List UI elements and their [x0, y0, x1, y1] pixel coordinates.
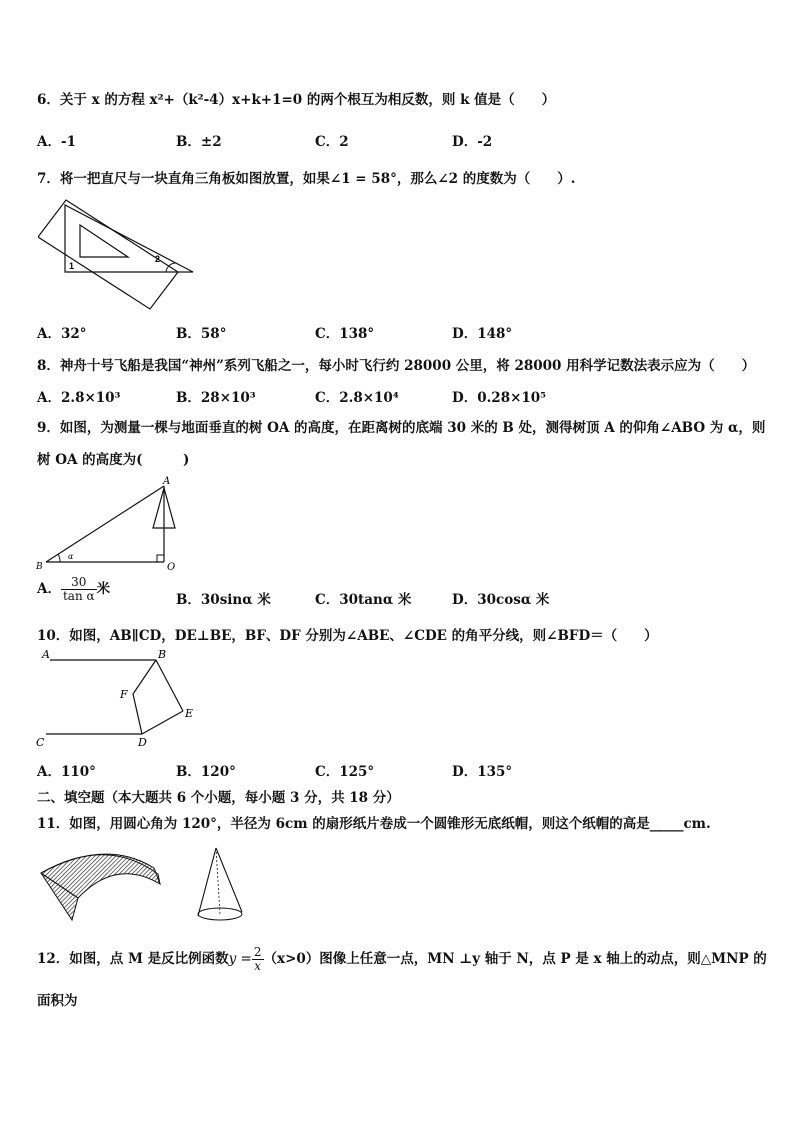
triangle-inner — [80, 225, 128, 257]
q6-option-c: C．2 — [315, 134, 349, 150]
q9-label-alpha: α — [68, 552, 74, 561]
q6-option-b: B．±2 — [176, 134, 222, 150]
q9-option-b: B．30sinα 米 — [176, 592, 271, 608]
q10-label-a: A — [42, 648, 50, 661]
triangle-outer — [65, 205, 193, 272]
q10-parallel-lines-figure — [36, 644, 206, 754]
q10-label-b: B — [158, 648, 167, 661]
q7-ruler-triangle-figure — [38, 197, 198, 312]
q8-option-d: D．0.28×10⁵ — [452, 390, 547, 406]
q10-stem: 10．如图，AB∥CD，DE⊥BE，BF、DF 分别为∠ABE、∠CDE 的角平分线，则∠BFD＝（ ） — [37, 628, 658, 644]
q10-label-f: F — [120, 688, 128, 701]
q7-option-d: D．148° — [452, 326, 513, 342]
q7-option-a: A．32° — [37, 326, 87, 342]
q7-angle-1-label: 1 — [69, 261, 75, 271]
section-2-heading: 二、填空题（本大题共 6 个小题，每小题 3 分，共 18 分） — [37, 790, 400, 806]
q10-option-c: C．125° — [315, 764, 375, 780]
q7-stem: 7．将一把直尺与一块直角三角板如图放置，如果∠1 = 58°，那么∠2 的度数为（ ）. — [37, 171, 576, 187]
q8-option-c: C．2.8×10⁴ — [315, 390, 399, 406]
q9-option-a: A． $\frac{30}{\text{tan α}}$ 米 — [37, 575, 111, 603]
q6-option-a: A．-1 — [37, 134, 76, 150]
q11-sector-cone-figure — [36, 838, 256, 928]
q9-option-c: C．30tanα 米 — [315, 592, 412, 608]
q9-stem-line2: 树 OA 的高度为( ) — [37, 452, 190, 468]
q10-option-b: B．120° — [176, 764, 236, 780]
q9-option-d: D．30cosα 米 — [452, 592, 550, 608]
cone-side-right — [216, 848, 242, 912]
q8-stem: 8．神舟十号飞船是我国“神州”系列飞船之一，每小时飞行约 28000 公里，将 28000 用科学记数法表示应为（ ） — [37, 358, 756, 374]
q6-stem: 6．关于 x 的方程 x²+（k²-4）x+k+1=0 的两个根互为相反数，则 k 值是（ ） — [37, 92, 556, 108]
q9-tree-figure — [36, 474, 186, 574]
q11-stem: 11．如图，用圆心角为 120°，半径为 6cm 的扇形纸片卷成一个圆锥形无底纸帽，则这个纸帽的高是_____cm. — [37, 816, 711, 832]
q8-option-b: B．28×10³ — [176, 390, 256, 406]
q7-option-c: C．138° — [315, 326, 375, 342]
q7-angle-2-label: 2 — [155, 254, 161, 264]
q8-option-a: A．2.8×10³ — [37, 390, 121, 406]
cone-side-left — [198, 848, 216, 916]
q6-option-d: D．-2 — [452, 134, 493, 150]
q10-option-a: A．110° — [37, 764, 96, 780]
q7-option-b: B．58° — [176, 326, 227, 342]
q9-label-o: O — [167, 562, 176, 573]
q10-label-c: C — [36, 736, 45, 749]
q12-stem: 12．如图，点 M 是反比例函数y = $\frac{2}{x}$ （x>0）图像上任意一点，MN ⊥y 轴于 N，点 P 是 x 轴上的动点，则△MNP 的 — [37, 945, 767, 973]
q9-stem-line1: 9．如图，为测量一棵与地面垂直的树 OA 的高度，在距离树的底端 30 米的 B 处，测得树顶 A 的仰角∠ABO 为 α，则 — [37, 420, 766, 436]
q10-label-d: D — [138, 736, 147, 749]
q9-label-a: A — [163, 476, 171, 487]
q10-option-d: D．135° — [452, 764, 513, 780]
q10-label-e: E — [185, 707, 194, 720]
q9-label-b: B — [36, 562, 43, 572]
q12-stem-line2: 面积为 — [37, 993, 78, 1009]
